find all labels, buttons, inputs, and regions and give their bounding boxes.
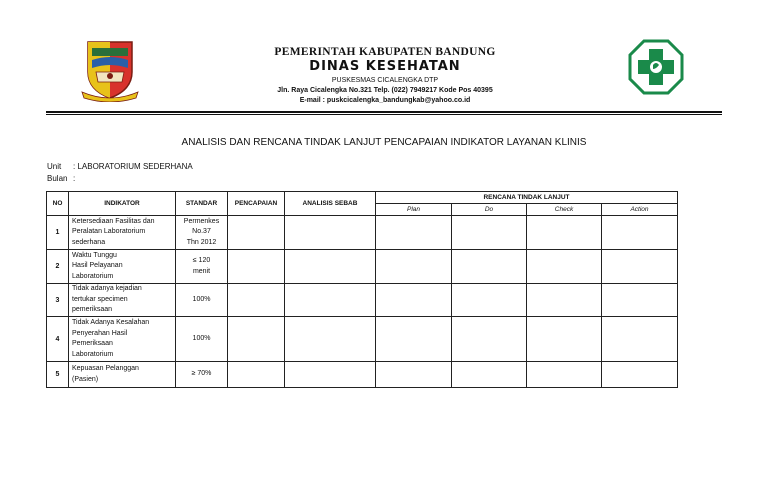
header-do: Do	[452, 204, 527, 216]
header-standar: STANDAR	[176, 192, 228, 216]
row-check	[527, 250, 602, 284]
header-pencapaian: PENCAPAIAN	[228, 192, 285, 216]
row-pencapaian	[228, 250, 285, 284]
indikator-line: sederhana	[72, 238, 106, 246]
indikator-line: Tidak adanya kejadian	[72, 285, 142, 293]
indikator-line: Peralatan Laboratorium	[72, 228, 146, 236]
header-indikator: INDIKATOR	[69, 192, 176, 216]
unit-value: : LABORATORIUM SEDERHANA	[73, 162, 193, 171]
row-do	[452, 317, 527, 362]
letterhead-government: PEMERINTAH KABUPATEN BANDUNG	[274, 46, 496, 58]
indikator-line: Laboratorium	[72, 272, 114, 280]
indikator-line: Ketersediaan Fasilitas dan	[72, 217, 155, 225]
row-plan	[376, 362, 452, 388]
table-row	[47, 317, 678, 362]
header-plan: Plan	[376, 204, 452, 216]
letterhead-rule-thick	[46, 111, 722, 113]
row-plan	[376, 216, 452, 250]
header-analisis-sebab: ANALISIS SEBAB	[285, 192, 376, 216]
bulan-line	[47, 174, 75, 183]
row-do	[452, 284, 527, 317]
row-pencapaian	[228, 216, 285, 250]
row-standar	[176, 216, 228, 250]
row-pencapaian	[228, 317, 285, 362]
table-row	[47, 250, 678, 284]
row-check	[527, 362, 602, 388]
row-check	[527, 317, 602, 362]
indikator-line: Kepuasan Pelanggan	[72, 365, 139, 372]
indicator-table	[46, 191, 678, 388]
standar-line: 100%	[192, 334, 211, 342]
document-title: ANALISIS DAN RENCANA TINDAK LANJUT PENCAPAIAN INDIKATOR LAYANAN KLINIS	[181, 137, 587, 148]
row-indikator	[69, 284, 176, 317]
dinas-kesehatan-green-cross-logo	[628, 39, 684, 95]
row-action	[602, 317, 678, 362]
unit-line	[47, 162, 193, 171]
bulan-label: Bulan	[47, 174, 68, 183]
indikator-line: Waktu Tunggu	[72, 251, 117, 259]
letterhead-rule-thin	[46, 114, 722, 115]
row-do	[452, 250, 527, 284]
header-check: Check	[527, 204, 602, 216]
row-action	[602, 284, 678, 317]
letterhead-email: E-mail : puskcicalengka_bandungkab@yahoo.co.id	[299, 97, 471, 104]
header-action: Action	[602, 204, 678, 216]
row-analisis-sebab	[285, 250, 376, 284]
row-plan	[376, 250, 452, 284]
row-no: 4	[47, 317, 69, 362]
header-no: NO	[47, 192, 69, 216]
row-standar	[176, 317, 228, 362]
row-analisis-sebab	[285, 362, 376, 388]
row-check	[527, 216, 602, 250]
row-standar	[176, 362, 228, 388]
row-do	[452, 216, 527, 250]
row-no: 2	[47, 250, 69, 284]
indikator-line: Penyerahan Hasil	[72, 329, 128, 337]
row-action	[602, 216, 678, 250]
row-action	[602, 362, 678, 388]
row-standar	[176, 284, 228, 317]
indikator-line: Hasil Pelayanan	[72, 262, 123, 270]
bulan-value: :	[73, 174, 76, 183]
row-analisis-sebab	[285, 317, 376, 362]
row-indikator	[69, 216, 176, 250]
row-no: 1	[47, 216, 69, 250]
row-standar	[176, 250, 228, 284]
indikator-line: Laboratorium	[72, 350, 114, 358]
table-row	[47, 284, 678, 317]
row-check	[527, 284, 602, 317]
row-analisis-sebab	[285, 284, 376, 317]
indikator-line: tertukar specimen	[72, 295, 128, 303]
row-indikator	[69, 362, 176, 388]
row-action	[602, 250, 678, 284]
row-analisis-sebab	[285, 216, 376, 250]
row-indikator	[69, 317, 176, 362]
row-pencapaian	[228, 284, 285, 317]
header-rencana-tindak-lanjut: RENCANA TINDAK LANJUT	[376, 192, 678, 204]
row-no: 5	[47, 362, 69, 388]
row-no: 3	[47, 284, 69, 317]
standar-line: ≤ 120	[192, 257, 211, 264]
table-row	[47, 362, 678, 388]
letterhead-unit: PUSKESMAS CICALENGKA DTP	[331, 77, 439, 84]
standar-line: ≥ 70%	[191, 370, 212, 378]
standar-line: Permenkes	[183, 217, 220, 225]
letterhead-address: Jln. Raya Cicalengka No.321 Telp. (022) 7949217 Kode Pos 40395	[277, 87, 493, 94]
table-row	[47, 216, 678, 250]
row-indikator	[69, 250, 176, 284]
row-do	[452, 362, 527, 388]
standar-line: menit	[192, 267, 211, 275]
indikator-line: pemeriksaan	[72, 306, 113, 314]
unit-label: Unit	[47, 162, 62, 171]
indikator-line: (Pasien)	[72, 375, 99, 383]
standar-line: 100%	[192, 295, 211, 303]
indikator-line: Pemeriksaan	[72, 340, 113, 347]
indikator-line: Tidak Adanya Kesalahan	[72, 319, 150, 326]
row-plan	[376, 284, 452, 317]
standar-line: No.37	[192, 228, 211, 236]
standar-line: Thn 2012	[186, 238, 217, 246]
row-plan	[376, 317, 452, 362]
letterhead-agency: DINAS KESEHATAN	[309, 59, 461, 74]
row-pencapaian	[228, 362, 285, 388]
kabupaten-bandung-crest-logo	[78, 38, 142, 102]
